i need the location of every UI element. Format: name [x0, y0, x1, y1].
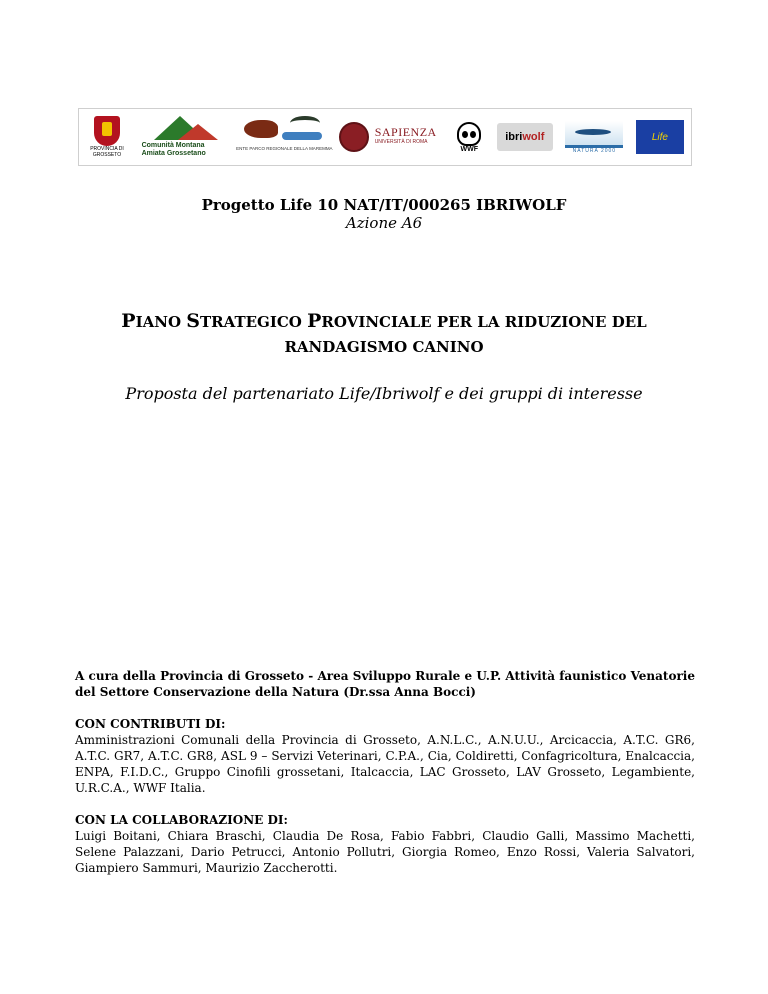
document-title-line2: RANDAGISMO CANINO [284, 338, 484, 356]
natura-2000-logo: NATURA 2000 [562, 114, 626, 160]
curated-by: A cura della Provincia di Grosseto - Area Sviluppo Rurale e U.P. Attività faunistico Venatorie del Settore Conservazione della Natura (Dr.ssa Anna Bocci) [75, 669, 695, 699]
wave-icon [282, 132, 322, 140]
collaboration-text: Luigi Boitani, Chiara Braschi, Claudia De Rosa, Fabio Fabbri, Claudio Galli, Massimo Machetti, Selene Palazzani, Dario Petrucci, Antonio Pollutri, Giorgia Romeo, Enzo Rossi, Valeria Salvatori, Giampiero Sammuri, Maurizio Zaccherotti. [75, 829, 695, 875]
document-subtitle: Proposta del partenariato Life/Ibriwolf e dei gruppi di interesse [125, 384, 643, 403]
university-seal-icon [339, 122, 369, 152]
life-eu-logo [635, 114, 685, 160]
panda-icon [457, 122, 481, 146]
bird-icon [290, 116, 320, 130]
contributions-text: Amministrazioni Comunali della Provincia di Grosseto, A.N.L.C., A.N.U.U., Arcicaccia, A.T.C. GR6, A.T.C. GR7, A.T.C. GR8, ASL 9 – Servizi Veterinari, C.P.A., Cia, Coldiretti, Confagricoltura, Enalcaccia, ENPA, F.I.D.C., Gruppo Cinofili grossetani, Italcaccia, LAC Grosseto, LAV Grosseto, Legambiente, U.R.C.A., WWF Italia. [75, 733, 695, 795]
coat-of-arms-icon [94, 116, 120, 146]
comunita-montana-logo: Comunità Montana Amiata Grossetano [138, 114, 226, 160]
action-label: Azione A6 [345, 214, 423, 232]
partner-logo-strip [78, 108, 692, 166]
mountain-peak-icon [178, 124, 218, 140]
wwf-logo: WWF [451, 114, 487, 160]
flying-birds-icon [565, 121, 623, 148]
eu-flag-icon: Life [636, 120, 684, 154]
collaboration-heading: CON LA COLLABORAZIONE DI: [75, 813, 288, 827]
provincia-grosseto-logo: PROVINCIA DI GROSSETO [85, 114, 129, 160]
boar-icon [244, 120, 278, 138]
project-code: Progetto Life 10 NAT/IT/000265 IBRIWOLF [201, 196, 567, 214]
document-title-line1: PIANO STRATEGICO PROVINCIALE PER LA RIDUZIONE DEL [121, 310, 647, 332]
contributions-heading: CON CONTRIBUTI DI: [75, 717, 226, 731]
sapienza-logo: SAPIENZA UNIVERSITÀ DI ROMA [339, 114, 443, 160]
ibriwolf-logo: ibri wolf [496, 114, 554, 160]
parco-maremma-logo: ENTE PARCO REGIONALE DELLA MAREMMA [234, 114, 330, 160]
